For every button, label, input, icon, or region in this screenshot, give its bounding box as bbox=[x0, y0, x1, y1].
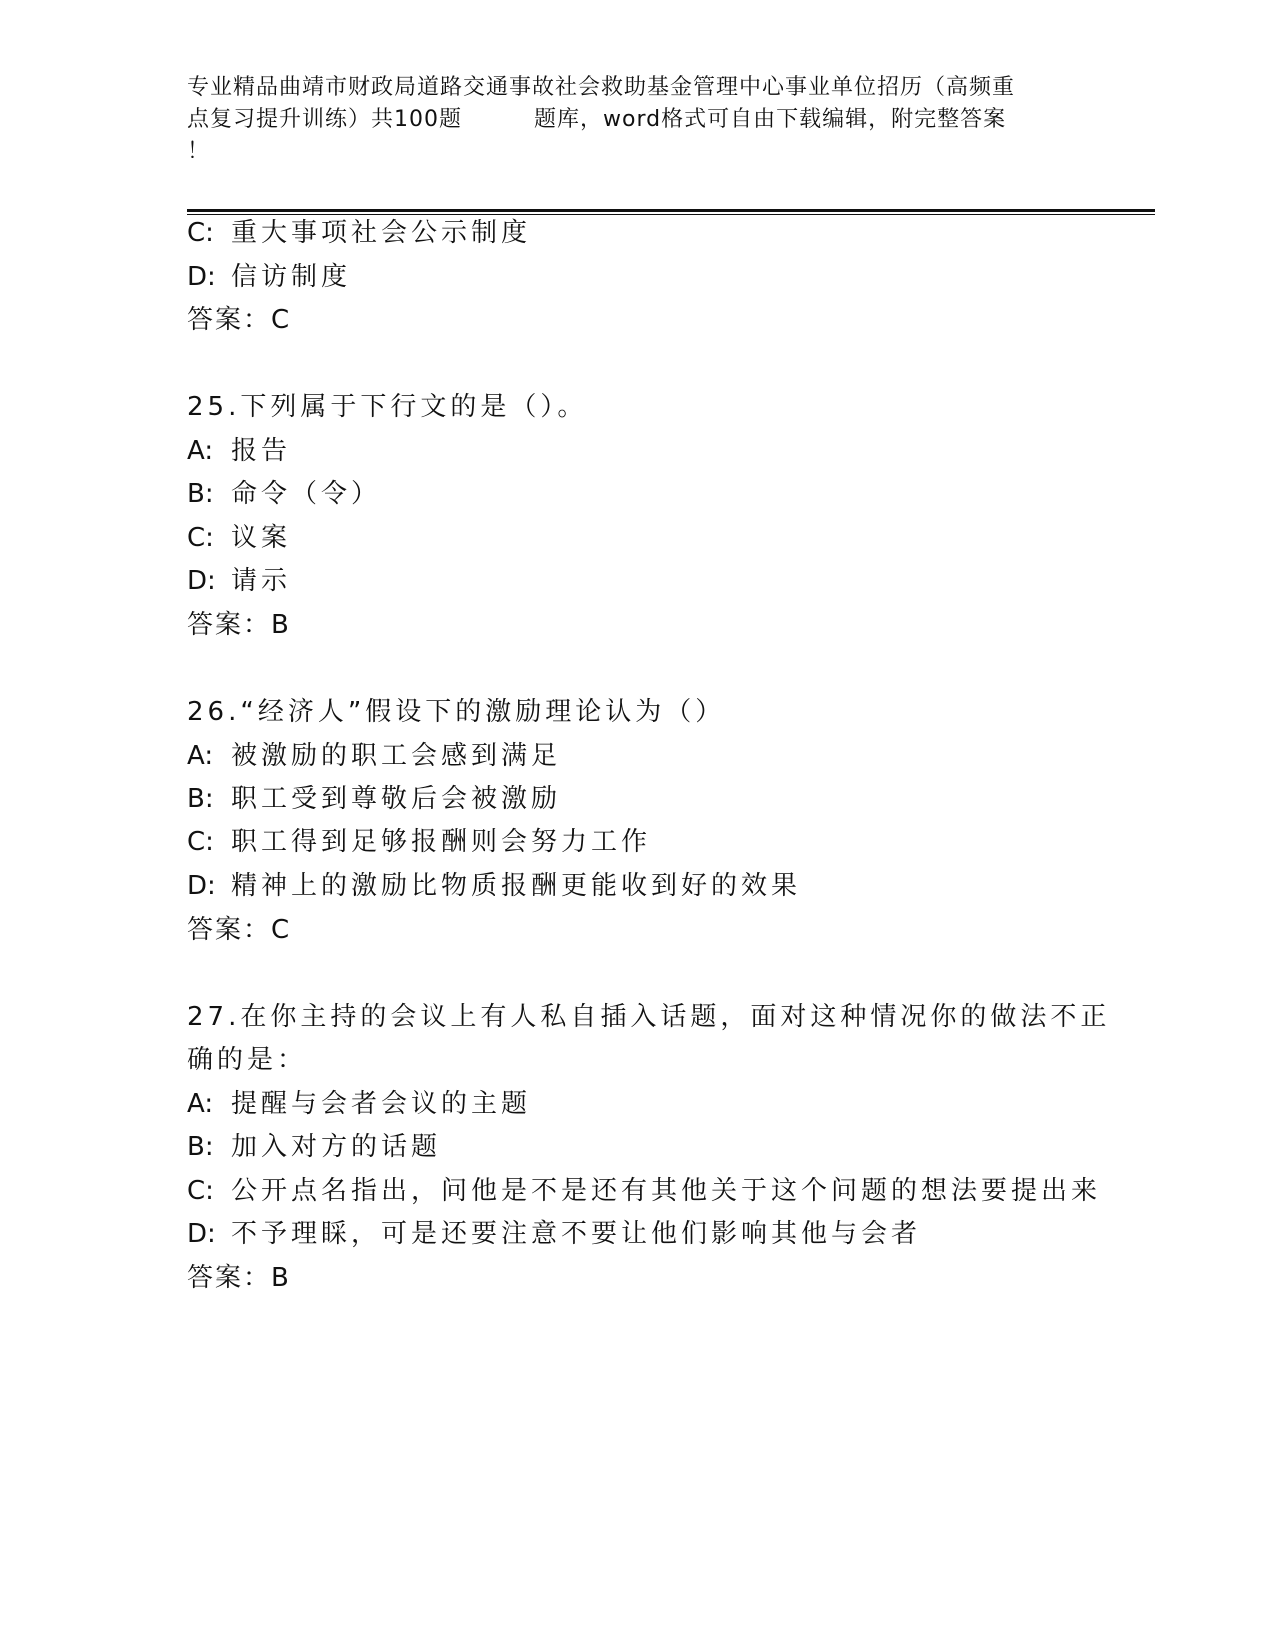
header-line-2 bbox=[187, 104, 1087, 136]
prev-answer: 答案：C bbox=[187, 305, 292, 335]
header-line-2-part-2: 题库，word格式可自由下载编辑，附完整答案 bbox=[534, 107, 1007, 132]
question-25-option-b: B: 命令（令） bbox=[187, 479, 382, 509]
question-25-answer: 答案：B bbox=[187, 610, 291, 640]
question-26-stem: 26.“经济人”假设下的激励理论认为（） bbox=[187, 697, 726, 727]
header-rule-thick bbox=[187, 209, 1155, 212]
question-27-option-b: B: 加入对方的话题 bbox=[187, 1132, 442, 1162]
question-26-option-b: B: 职工受到尊敬后会被激励 bbox=[187, 784, 562, 814]
question-26-option-c: C: 职工得到足够报酬则会努力工作 bbox=[187, 827, 652, 857]
header-line-1: 专业精品曲靖市财政局道路交通事故社会救助基金管理中心事业单位招历（高频重 bbox=[187, 75, 1016, 100]
header-rule-thin bbox=[187, 214, 1155, 215]
header-line-2-part-1: 点复习提升训练）共100题 bbox=[187, 107, 462, 132]
question-27-stem-line-2: 确的是： bbox=[187, 1045, 308, 1075]
question-25-option-a: A: 报告 bbox=[187, 436, 292, 466]
question-27-stem-line-1: 27.在你主持的会议上有人私自插入话题，面对这种情况你的做法不正 bbox=[187, 1002, 1111, 1032]
document-header bbox=[187, 72, 1087, 168]
question-27-option-c: C: 公开点名指出，问他是不是还有其他关于这个问题的想法要提出来 bbox=[187, 1176, 1102, 1206]
prev-option-d: D: 信访制度 bbox=[187, 262, 352, 292]
question-26-option-d: D: 精神上的激励比物质报酬更能收到好的效果 bbox=[187, 871, 802, 901]
question-25-option-c: C: 议案 bbox=[187, 523, 292, 553]
question-27-option-d: D: 不予理睬，可是还要注意不要让他们影响其他与会者 bbox=[187, 1219, 922, 1249]
question-26-answer: 答案：C bbox=[187, 915, 292, 945]
question-25-option-d: D: 请示 bbox=[187, 566, 292, 596]
question-26-option-a: A: 被激励的职工会感到满足 bbox=[187, 741, 562, 771]
question-27-answer: 答案：B bbox=[187, 1263, 291, 1293]
prev-option-c: C: 重大事项社会公示制度 bbox=[187, 218, 532, 248]
question-25-stem: 25.下列属于下行文的是（）。 bbox=[187, 392, 588, 422]
question-27-option-a: A: 提醒与会者会议的主题 bbox=[187, 1089, 532, 1119]
header-line-3: ！ bbox=[187, 139, 211, 164]
